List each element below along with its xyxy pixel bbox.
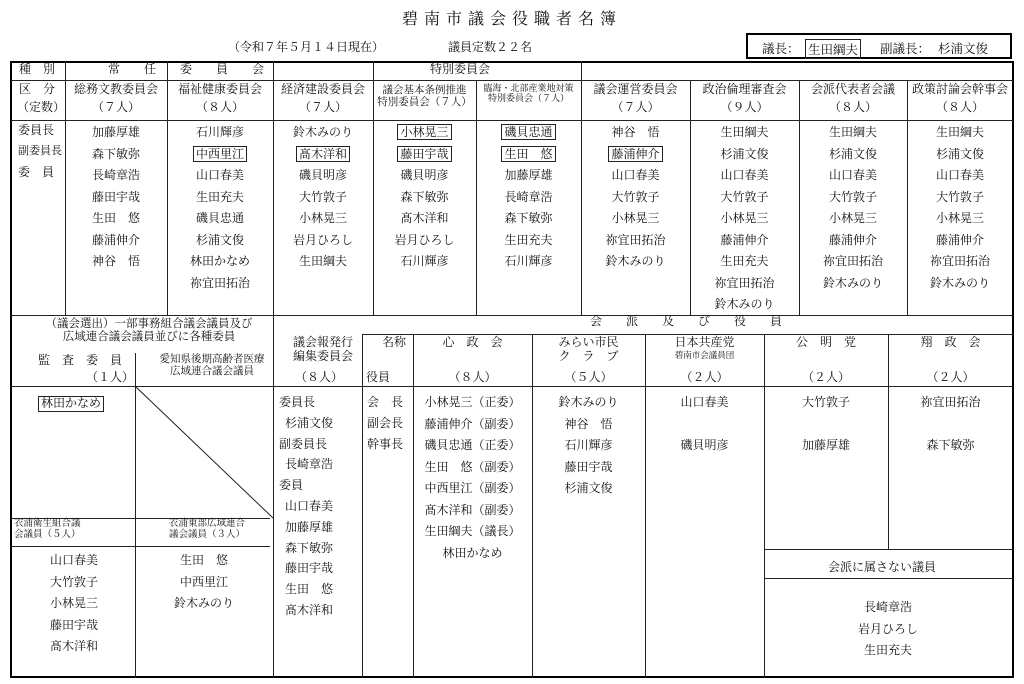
member-name: 藤浦伸介	[828, 232, 877, 247]
officer-role: 副会長	[367, 415, 404, 430]
koki-title: 愛知県後期高齢者医療 広域連合議会議員	[159, 353, 265, 378]
committee-name: 総務文教委員会	[73, 82, 158, 96]
member-name: 杉浦文俊	[564, 481, 613, 495]
member-name: 鈴木みのり	[605, 254, 666, 268]
kaiho-line: 委員	[279, 478, 304, 493]
faction-officer-label: 役員	[366, 370, 391, 384]
member-name: 大竹敦子	[720, 189, 769, 204]
member-name: 生田 悠	[476, 144, 581, 166]
member-name: 生田充夫	[504, 232, 553, 247]
member-name: 生田綱夫	[720, 125, 769, 139]
grid-line	[362, 386, 1013, 387]
committee-members	[799, 122, 907, 294]
member-name: 藤浦伸介	[720, 232, 769, 247]
kaiho-members	[279, 392, 333, 621]
committee-count: （７人）	[298, 100, 347, 114]
grid-line	[11, 120, 1013, 121]
faction-count: （２人）	[680, 370, 729, 384]
member-name: 磯貝明彦	[400, 168, 449, 182]
faction-members	[532, 392, 645, 500]
committee-count: （９人）	[720, 100, 769, 114]
member-name: 鈴木みのり	[173, 596, 234, 610]
member-name: 髙木洋和（副委）	[424, 502, 521, 517]
member-name: 生田充夫	[720, 254, 769, 268]
member-name: 生田充夫	[863, 643, 912, 657]
special-committee-header: 特別委員会	[430, 62, 491, 76]
member-name: 長崎章浩	[863, 600, 912, 614]
committee-members	[373, 122, 476, 273]
member-name: 小林晃三	[49, 596, 98, 610]
member-name: 祢宜田拓治	[822, 254, 883, 268]
member-name: 生田綱夫（議長）	[424, 524, 521, 538]
chair-name: 生田綱夫	[805, 39, 861, 59]
member-name: 大竹敦子	[611, 189, 660, 204]
faction-name: 公 明 党	[795, 335, 856, 349]
faction-name: 心 政 会	[442, 335, 503, 349]
member-name: 山口春美	[935, 168, 984, 182]
member-name: 中西里江（副委）	[424, 481, 521, 495]
member-name: 生田 悠（副委）	[424, 459, 521, 474]
member-name: 藤田宇哉	[373, 144, 476, 166]
member-name: 長崎章浩	[91, 168, 140, 182]
faction-subtitle: 碧南市会議員団	[674, 351, 735, 361]
member-name: 鈴木みのり	[714, 297, 775, 311]
eisei-members	[12, 550, 136, 658]
committee-name: 政治倫理審査会	[702, 82, 787, 96]
member-name: 山口春美	[195, 168, 244, 182]
member-name: 山口春美	[49, 553, 98, 567]
faction-count: （２人）	[926, 370, 975, 384]
member-name: 石川輝彦	[564, 438, 613, 452]
member-name: 祢宜田拓治	[189, 275, 250, 290]
member-name: 祢宜田拓治	[605, 232, 666, 247]
member-name: 石川輝彦	[504, 254, 553, 268]
member-name: 小林晃三	[611, 211, 660, 225]
member-name: 生田綱夫	[298, 254, 347, 268]
audit-member: 林田かなめ	[38, 396, 104, 412]
kaiho-line: 副委員長	[279, 436, 328, 451]
kaiho-line: 委員長	[279, 395, 316, 409]
member-name: 加藤厚雄	[504, 168, 553, 182]
committee-count: （８人）	[195, 100, 244, 114]
officer-roles	[367, 392, 403, 454]
division-label: 区 分	[19, 82, 56, 96]
member-name: 岩月ひろし	[292, 232, 353, 247]
faction-name: 翔 政 会	[920, 335, 981, 349]
grid-line	[532, 334, 533, 678]
unaffiliated-title: 会派に属さない議員	[828, 560, 937, 574]
member-name: 森下敏弥	[926, 438, 975, 452]
committee-members	[476, 122, 581, 273]
member-name: 山口春美	[611, 168, 660, 182]
faction-count: （２人）	[801, 370, 850, 384]
faction-name-label: 名称	[382, 335, 407, 349]
member-quota: 議員定数２２名	[448, 40, 533, 54]
member-name: 藤浦伸介（副委）	[424, 416, 521, 431]
committee-name: 福祉健康委員会	[177, 82, 262, 96]
tobu-members	[138, 550, 270, 615]
member-name: 中西里江	[179, 574, 228, 589]
member-name: 加藤厚雄	[801, 438, 850, 452]
member-name: 大竹敦子	[801, 395, 850, 409]
officer-role: 会 長	[367, 395, 404, 409]
member-name: 山口春美	[680, 395, 729, 409]
faction-count: （５人）	[564, 370, 613, 384]
role-label: 委 員	[18, 164, 55, 179]
member-name: 大竹敦子	[935, 189, 984, 204]
faction-count: （８人）	[448, 370, 497, 384]
role-label: 委員長	[18, 123, 55, 137]
unaffiliated-members	[764, 597, 1012, 662]
member-name: 生田 悠	[179, 553, 228, 567]
kaiho-line: 森下敏弥	[285, 540, 334, 555]
member-name: 小林晃三	[828, 211, 877, 225]
grid-line	[645, 334, 646, 678]
faction-members	[888, 392, 1013, 457]
committee-name: 経済建設委員会	[280, 82, 365, 96]
kaiho-count: （８人）	[295, 370, 344, 384]
officer-role: 幹事長	[367, 436, 404, 451]
member-name: 神谷 悟	[91, 254, 140, 268]
committee-members	[690, 122, 799, 316]
member-name: 藤浦伸介	[91, 232, 140, 247]
union-title: （議会選出）一部事務組合議会議員及び 広域連合議会議員並びに各種委員	[45, 316, 253, 344]
kaiho-line: 加藤厚雄	[285, 519, 334, 534]
committee-count: （７人）	[611, 100, 660, 114]
member-name: 長崎章浩	[504, 189, 553, 204]
kaiho-title: 議会報発行 編集委員会	[292, 335, 353, 363]
member-name: 岩月ひろし	[394, 232, 455, 247]
role-labels	[18, 120, 62, 182]
member-name: 磯貝忠通	[476, 122, 581, 144]
committee-name: 臨海・北部産業地対策 特別委員会（７人）	[483, 84, 574, 105]
role-label: 副委員長	[18, 143, 62, 157]
standing-committee-header: 常 任 委 員 会	[108, 62, 265, 76]
member-name: 大竹敦子	[828, 189, 877, 204]
member-name: 髙木洋和	[273, 144, 373, 166]
faction-members	[413, 392, 532, 564]
grid-line	[764, 549, 1013, 550]
member-name: 神谷 悟	[611, 125, 660, 139]
member-name: 小林晃三	[935, 211, 984, 225]
member-name: 加藤厚雄	[91, 125, 140, 139]
member-name: 鈴木みのり	[929, 275, 990, 290]
member-name: 石川輝彦	[400, 254, 449, 268]
committee-count: （８人）	[828, 100, 877, 114]
member-name: 小林晃三	[298, 211, 347, 225]
member-name: 生田綱夫	[935, 125, 984, 139]
member-name: 磯貝明彦	[680, 438, 729, 452]
grid-line	[764, 578, 1013, 579]
member-name: 山口春美	[720, 168, 769, 182]
committee-members	[65, 122, 167, 273]
committee-count: （８人）	[935, 100, 984, 114]
kaiho-line: 山口春美	[285, 498, 334, 513]
member-name: 鈴木みのり	[292, 125, 353, 139]
member-name: 林田かなめ	[442, 545, 503, 560]
vice-chair-name: 杉浦文俊	[938, 41, 989, 56]
vice-chair-label: 副議長：	[880, 41, 931, 56]
committee-name: 議会基本条例推進 特別委員会（７人）	[377, 84, 472, 109]
member-name: 生田綱夫	[828, 125, 877, 139]
member-name: 藤浦伸介	[581, 144, 690, 166]
faction-name: みらい市民 ク ラ ブ	[558, 335, 619, 363]
faction-header: 会 派 及 び 役 員	[590, 314, 783, 328]
kaiho-line: 杉浦文俊	[285, 415, 334, 430]
member-name: 髙木洋和	[49, 639, 98, 653]
member-name: 藤浦伸介	[935, 232, 984, 247]
member-name: 杉浦文俊	[720, 146, 769, 161]
committee-name: 会派代表者会議	[810, 82, 895, 96]
faction-name: 日本共産党	[674, 335, 735, 349]
member-name: 岩月ひろし	[857, 621, 918, 636]
member-name: 髙木洋和	[400, 211, 449, 225]
member-name: 磯貝忠通	[195, 211, 244, 225]
chair-box	[746, 33, 1012, 59]
grid-line	[362, 334, 363, 678]
type-label: 種 別	[19, 62, 56, 76]
committee-name: 政策討論会幹事会	[911, 82, 1008, 96]
member-name: 小林晃三	[373, 122, 476, 144]
audit-title: 監 査 委 員	[38, 353, 123, 367]
as-of-date: （令和７年５月１４日現在）	[228, 40, 385, 54]
member-name: 石川輝彦	[195, 125, 244, 139]
member-name: 鈴木みのり	[822, 275, 883, 290]
member-name: 杉浦文俊	[828, 146, 877, 161]
committee-members	[273, 122, 373, 273]
member-name: 神谷 悟	[564, 416, 613, 431]
committee-members	[581, 122, 690, 273]
grid-line	[11, 80, 1013, 81]
member-name: 小林晃三（正委）	[424, 395, 521, 409]
member-name: 杉浦文俊	[935, 146, 984, 161]
audit-count: （１人）	[86, 370, 135, 384]
tobu-title: 衣浦東部広域連合 議会議員（３人）	[168, 518, 245, 540]
faction-members	[645, 392, 764, 457]
member-name: 森下敏弥	[400, 189, 449, 204]
kaiho-line: 長崎章浩	[285, 457, 334, 472]
member-name: 森下敏弥	[504, 211, 553, 225]
member-name: 磯貝明彦	[298, 168, 347, 182]
member-name: 祢宜田拓治	[929, 254, 990, 268]
committee-name: 議会運営委員会	[593, 82, 678, 96]
member-name: 藤田宇哉	[564, 459, 613, 474]
member-name: 祢宜田拓治	[920, 395, 981, 409]
member-name: 藤田宇哉	[49, 617, 98, 632]
teisu-label: （定数）	[17, 100, 66, 114]
committee-count: （７人）	[91, 100, 140, 114]
eisei-title: 衣浦衛生組合議 会議員（５人）	[14, 518, 81, 540]
member-name: 大竹敦子	[49, 574, 98, 589]
member-name: 生田 悠	[91, 211, 140, 225]
committee-members	[167, 122, 273, 294]
kaiho-line: 髙木洋和	[285, 602, 334, 617]
member-name: 小林晃三	[720, 211, 769, 225]
kaiho-line: 生田 悠	[285, 582, 334, 597]
member-name: 鈴木みのり	[558, 395, 619, 409]
page-title: 碧南市議会役職者名簿	[401, 9, 622, 28]
member-name: 藤田宇哉	[91, 189, 140, 204]
member-name: 森下敏弥	[91, 146, 140, 161]
member-name: 生田充夫	[195, 189, 244, 204]
member-name: 大竹敦子	[298, 189, 347, 204]
faction-members	[764, 392, 888, 457]
member-name: 林田かなめ	[189, 254, 250, 268]
grid-line	[11, 546, 270, 547]
member-name: 杉浦文俊	[195, 232, 244, 247]
member-name: 祢宜田拓治	[714, 275, 775, 290]
committee-members	[907, 122, 1013, 294]
member-name: 中西里江	[167, 144, 273, 166]
empty-cell-diagonal	[135, 386, 275, 521]
kaiho-line: 藤田宇哉	[285, 561, 334, 576]
member-name: 磯貝忠通（正委）	[424, 438, 521, 452]
member-name: 山口春美	[828, 168, 877, 182]
chair-label: 議長：	[762, 41, 800, 56]
